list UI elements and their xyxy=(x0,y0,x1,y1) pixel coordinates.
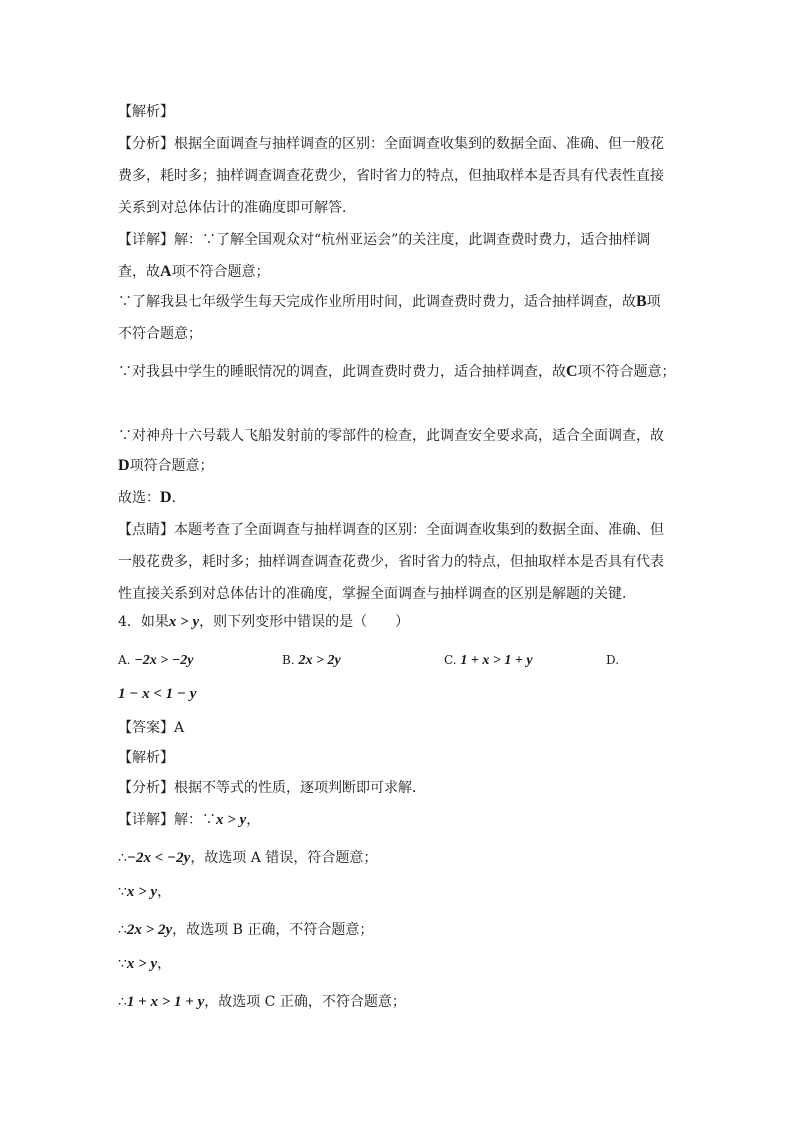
comment-paragraph-line: 【点睛】本题考查了全面调查与抽样调查的区别：全面调查收集到的数据全面、准确、但 xyxy=(118,522,664,538)
math-expression: 1 − x < 1 − y xyxy=(118,686,197,702)
option-c: C. 1 + x > 1 + y xyxy=(444,653,533,668)
option-b: B. 2x > 2y xyxy=(282,653,341,668)
comment-paragraph-line: 性直接关系到对总体估计的准确度，掌握全面调查与抽样调查的区别是解题的关键． xyxy=(118,586,636,602)
comment-paragraph-line: 一般花费多，耗时多；抽样调查调查花费少，省时省力的特点，但抽取样本是否具有代表 xyxy=(118,554,664,570)
detail-paragraph-line: 【详解】解：∵了解全国观众对“杭州亚运会”的关注度，此调查费时费力，适合抽样调 xyxy=(118,232,651,248)
option-d: D. xyxy=(606,653,620,667)
math-option-c: C xyxy=(566,363,578,380)
math-expression: x > y xyxy=(168,614,200,630)
detail-paragraph-line: 查，故A项不符合题意； xyxy=(118,263,270,280)
section-heading-analysis: 【解析】 xyxy=(118,104,174,120)
math-expression: 1 + x > 1 + y xyxy=(460,653,533,668)
detail-paragraph-line: ∵对我县中学生的睡眠情况的调查，此调查费时费力，适合抽样调查，故C项不符合题意； xyxy=(118,363,676,380)
answer-choice-line: 故选：D． xyxy=(118,489,186,506)
analysis-paragraph-line: 关系到对总体估计的准确度即可解答． xyxy=(118,200,356,216)
option-a: A. −2x > −2y xyxy=(118,653,194,668)
option-d-expression xyxy=(118,684,196,704)
math-expression: x > y xyxy=(126,884,158,900)
math-option-a: A xyxy=(160,263,172,280)
solution-step: ∴2x > 2y，故选项 B 正确，不符合题意； xyxy=(118,922,374,938)
section-heading-analysis: 【解析】 xyxy=(118,750,174,766)
solution-step: 【详解】解：∵x > y， xyxy=(118,812,261,828)
solution-step: ∴−2x < −2y，故选项 A 错误，符合题意； xyxy=(118,850,378,866)
detail-paragraph-line: D项符合题意； xyxy=(118,457,214,474)
analysis-paragraph-line: 【分析】根据全面调查与抽样调查的区别：全面调查收集到的数据全面、准确、但一般花 xyxy=(118,136,664,152)
math-expression: −2x < −2y xyxy=(126,850,191,866)
detail-paragraph-line: 不符合题意； xyxy=(118,326,202,342)
math-expression: −2x > −2y xyxy=(134,653,194,668)
math-expression: x > y xyxy=(126,956,158,972)
analysis-paragraph-line: 【分析】根据不等式的性质，逐项判断即可求解． xyxy=(118,780,426,796)
math-option-d: D xyxy=(118,457,130,474)
math-option-b: B xyxy=(636,293,647,310)
solution-step: ∴1 + x > 1 + y，故选项 C 正确，不符合题意； xyxy=(118,994,406,1010)
math-expression: x > y xyxy=(216,812,247,828)
answer-line: 【答案】A xyxy=(118,720,185,736)
solution-step: ∵x > y， xyxy=(118,884,172,900)
math-expression: 2x > 2y xyxy=(298,653,341,668)
detail-paragraph-line: ∵了解我县七年级学生每天完成作业所用时间，此调查费时费力，适合抽样调查，故B项 xyxy=(118,293,661,310)
math-answer-d: D xyxy=(160,489,172,506)
math-expression: 1 + x > 1 + y xyxy=(126,994,205,1010)
analysis-paragraph-line: 费多，耗时多；抽样调查调查花费少，省时省力的特点，但抽取样本是否具有代表性直接 xyxy=(118,168,664,184)
math-expression: 2x > 2y xyxy=(126,922,173,938)
detail-paragraph-line: ∵对神舟十六号载人飞船发射前的零部件的检查，此调查安全要求高，适合全面调查，故 xyxy=(118,428,664,444)
solution-step: ∵x > y， xyxy=(118,956,172,972)
question-4-stem: 4．如果x > y，则下列变形中错误的是（ ） xyxy=(118,614,410,630)
